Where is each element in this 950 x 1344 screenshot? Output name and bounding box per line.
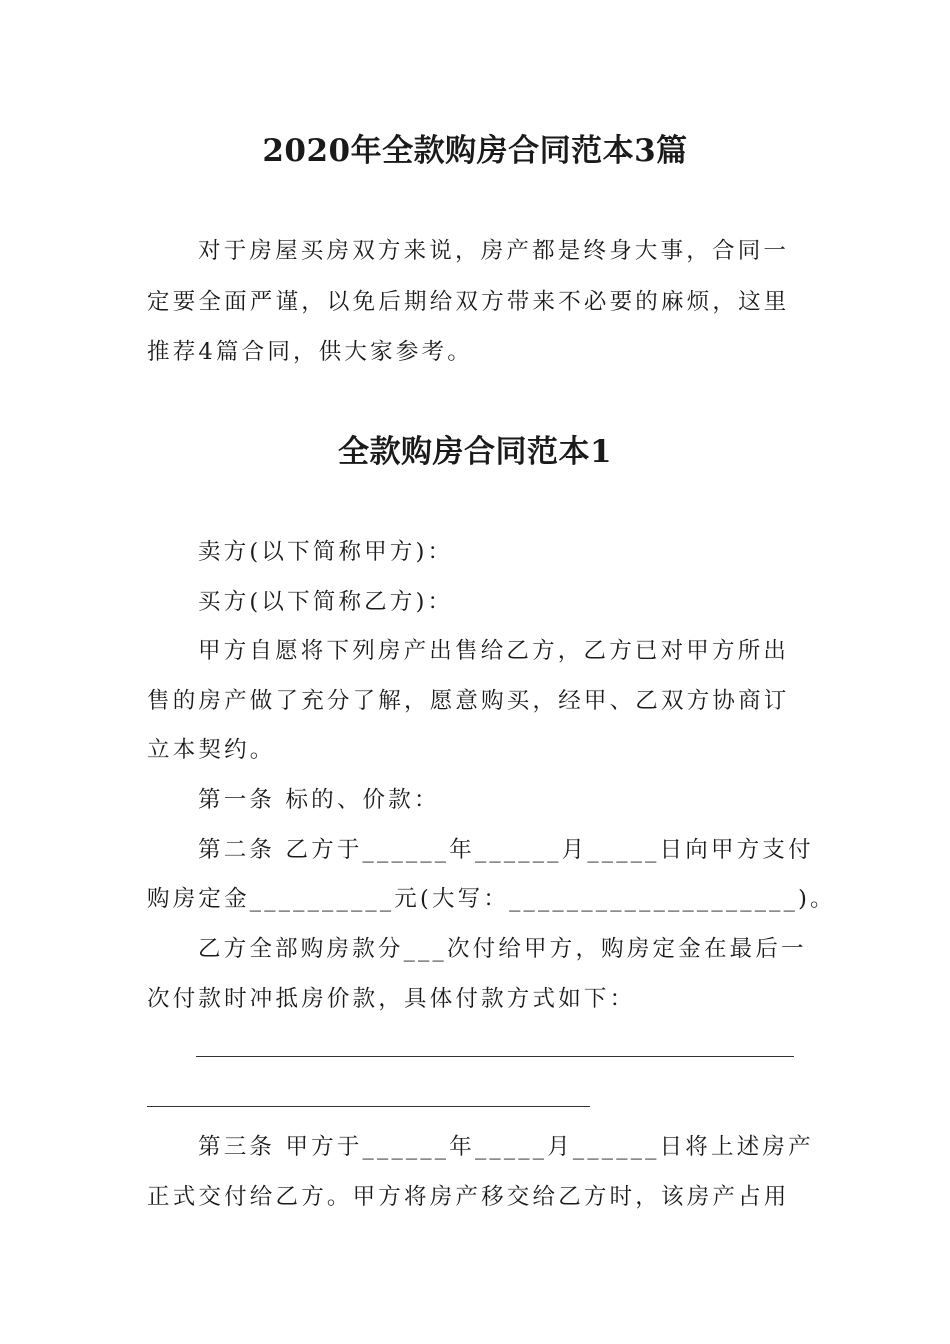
paragraph-1-line-1: 甲方自愿将下列房产出售给乙方，乙方已对甲方所出 <box>198 638 790 664</box>
intro-line-1: 对于房屋买房双方来说，房产都是终身大事，合同一 <box>198 238 790 264</box>
section-title: 全款购房合同范本1 <box>337 434 613 470</box>
seller-line: 卖方(以下简称甲方)： <box>198 539 454 565</box>
article-2-line-1: 第二条 乙方于______年______月_____日向甲方支付 <box>198 837 814 863</box>
blank-fill-line-1 <box>196 1056 794 1057</box>
paragraph-2-line-2: 次付款时冲抵房价款，具体付款方式如下： <box>147 986 636 1012</box>
paragraph-2-line-1: 乙方全部购房款分___次付给甲方，购房定金在最后一 <box>198 936 807 962</box>
document-title: 2020年全款购房合同范本3篇 <box>262 133 688 169</box>
article-1: 第一条 标的、价款： <box>198 787 440 813</box>
buyer-line: 买方(以下简称乙方)： <box>198 589 454 615</box>
article-3-line-2: 正式交付给乙方。甲方将房产移交给乙方时，该房产占用 <box>147 1184 790 1210</box>
article-3-line-1: 第三条 甲方于______年_____月______日将上述房产 <box>198 1134 814 1160</box>
blank-fill-line-2 <box>147 1106 590 1107</box>
article-2-line-2: 购房定金__________元(大写：____________________)。 <box>147 886 836 912</box>
paragraph-1-line-2: 售的房产做了充分了解，愿意购买，经甲、乙双方协商订 <box>147 688 790 714</box>
intro-line-3: 推荐4篇合同，供大家参考。 <box>147 339 473 365</box>
paragraph-1-line-3: 立本契约。 <box>147 737 276 763</box>
intro-line-2: 定要全面严谨，以免后期给双方带来不必要的麻烦，这里 <box>147 289 790 315</box>
